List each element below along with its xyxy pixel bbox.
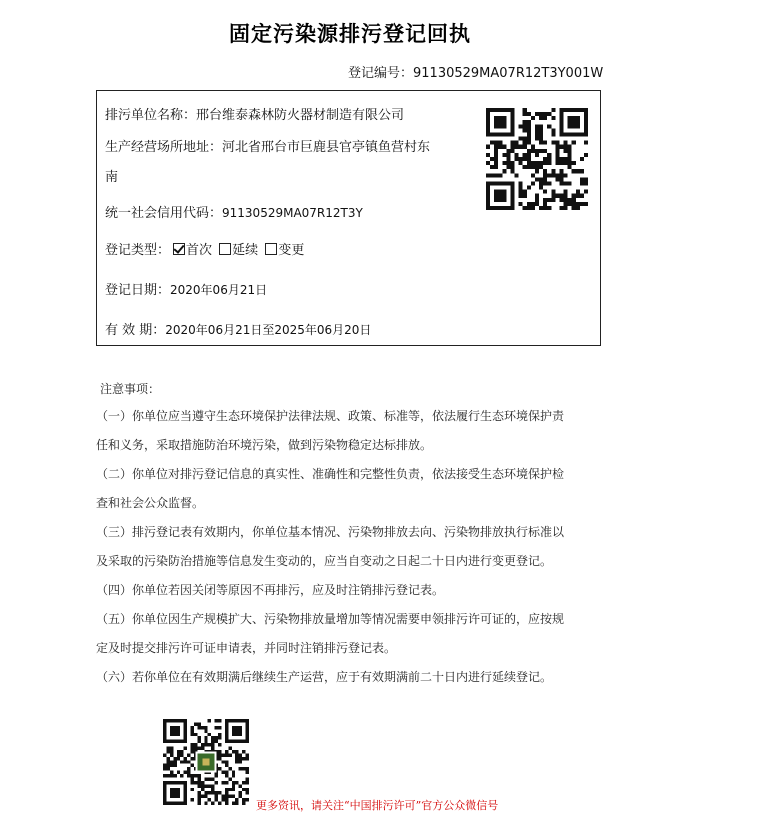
registration-type-row [105,239,304,258]
note-line: 查和社会公众监督。 [96,496,205,510]
type-first-label: 首次 [186,243,213,258]
page-title: 固定污染源排污登记回执 [229,22,471,46]
note-line: 及采取的污染防治措施等信息发生变动的，应当自变动之日起二十日内进行变更登记。 [96,554,553,568]
note-line: 任和义务，采取措施防治环境污染，做到污染物稳定达标排放。 [96,438,433,452]
registration-info-box [96,90,601,346]
note-line: （二）你单位对排污登记信息的真实性、准确性和完整性负责，依法接受生态环境保护检 [96,467,565,481]
address-line-2: 南 [105,170,119,185]
registration-number: 登记编号：91130529MA07R12T3Y001W [348,66,604,81]
registration-type-label: 登记类型： [105,243,171,258]
address-line-1: 生产经营场所地址：河北省邢台市巨鹿县官亭镇鱼营村东 [105,140,431,155]
qr-code-icon [486,108,588,210]
note-line: （四）你单位若因关闭等原因不再排污，应及时注销排污登记表。 [96,583,445,597]
validity-row [105,319,371,338]
notes-heading: 注意事项： [100,382,161,396]
validity-label: 有 效 期： [105,323,166,338]
credit-code-row [105,202,363,221]
checkbox-empty-icon [265,243,277,255]
note-line: （六）若你单位在有效期满后继续生产运营，应于有效期满前二十日内进行延续登记。 [96,670,553,684]
type-renew-label: 延续 [232,243,259,258]
unit-name: 排污单位名称：邢台维泰森林防火器材制造有限公司 [105,108,405,123]
registration-date-value: 2020年06月21日 [170,283,268,297]
note-line: （五）你单位因生产规模扩大、污染物排放量增加等情况需要申领排污许可证的，应按规 [96,612,565,626]
credit-code-value: 91130529MA07R12T3Y [222,206,363,220]
wechat-qr-code-icon [161,719,251,805]
note-line: 定及时提交排污许可证申请表，并同时注销排污登记表。 [96,641,397,655]
type-change-label: 变更 [278,243,305,258]
note-line: （一）你单位应当遵守生态环境保护法律法规、政策、标准等，依法履行生态环境保护责 [96,409,565,423]
credit-code-label: 统一社会信用代码： [105,206,223,221]
footer-wechat-note: 更多资讯，请关注“中国排污许可”官方公众微信号 [256,799,499,812]
checkbox-empty-icon [219,243,231,255]
checkbox-checked-icon [173,243,185,255]
registration-date-label: 登记日期： [105,283,171,298]
registration-date-row [105,279,267,298]
validity-value: 2020年06月21日至2025年06月20日 [165,323,372,337]
note-line: （三）排污登记表有效期内，你单位基本情况、污染物排放去向、污染物排放执行标准以 [96,525,565,539]
